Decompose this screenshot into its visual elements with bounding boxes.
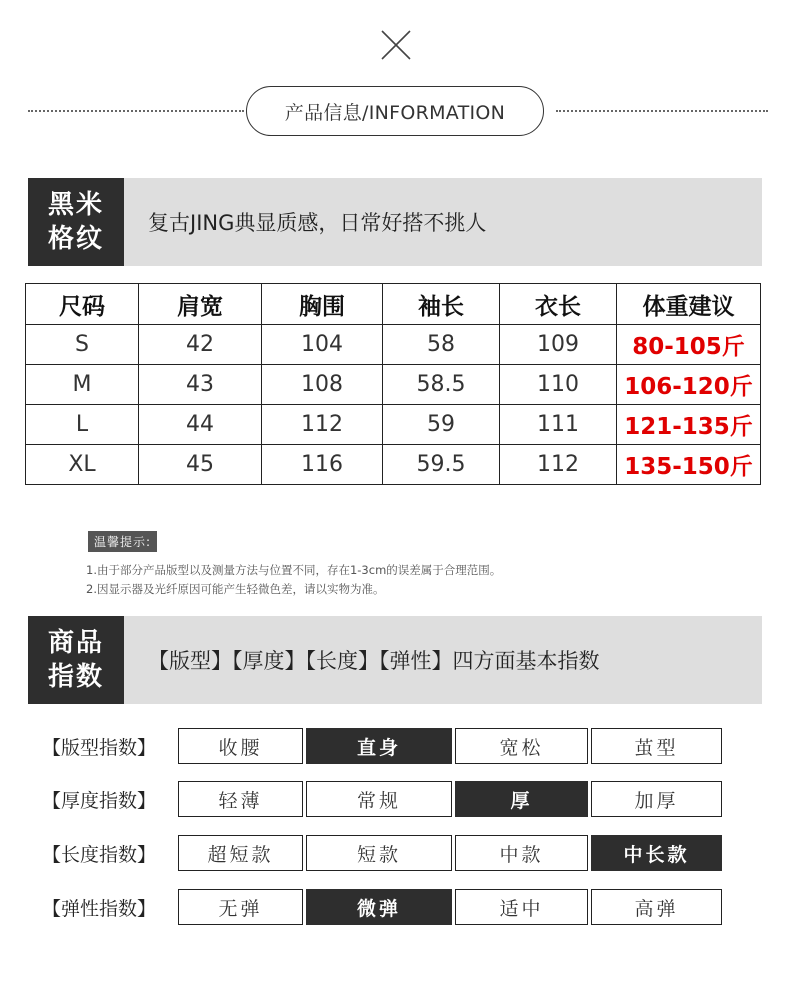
header-cell: 尺码 (26, 284, 139, 325)
chest-cell: 104 (262, 325, 383, 365)
info-title (246, 86, 544, 136)
index-option: 茧型 (591, 728, 722, 764)
weight-cell: 121-135斤 (617, 405, 761, 445)
shoulder-cell: 43 (139, 365, 262, 405)
sleeve-cell: 58.5 (383, 365, 500, 405)
length-index-row (42, 835, 722, 871)
index-option: 中款 (455, 835, 588, 871)
index-option: 短款 (306, 835, 452, 871)
table-row (26, 445, 761, 485)
index-option: 超短款 (178, 835, 303, 871)
tips-label: 温馨提示: (88, 531, 157, 552)
header-cell: 袖长 (383, 284, 500, 325)
header-cell: 胸围 (262, 284, 383, 325)
info-title-text: 产品信息/INFORMATION (284, 101, 506, 124)
weight-cell: 106-120斤 (617, 365, 761, 405)
product-banner (28, 178, 762, 266)
shoulder-cell: 45 (139, 445, 262, 485)
index-option: 轻薄 (178, 781, 303, 817)
index-option: 高弹 (591, 889, 722, 925)
fit-index-row (42, 728, 722, 764)
index-option: 加厚 (591, 781, 722, 817)
length-cell: 109 (500, 325, 617, 365)
tip-line-1: 1.由于部分产品版型以及测量方法与位置不同，存在1-3cm的误差属于合理范围。 (86, 563, 502, 577)
index-option: 无弹 (178, 889, 303, 925)
banner-tag (28, 178, 124, 266)
size-cell: L (26, 405, 139, 445)
index-banner (28, 616, 762, 704)
index-option: 厚 (455, 781, 588, 817)
table-row (26, 365, 761, 405)
close-icon (380, 29, 412, 61)
header-cell: 体重建议 (617, 284, 761, 325)
divider-right (556, 110, 768, 112)
banner-tag-line1: 商品 (47, 628, 104, 658)
index-option: 常规 (306, 781, 452, 817)
size-cell: M (26, 365, 139, 405)
index-label: 【长度指数】 (42, 843, 157, 866)
shoulder-cell: 44 (139, 405, 262, 445)
banner-tag-line2: 指数 (47, 662, 104, 692)
tip-line-2: 2.因显示器及光纤原因可能产生轻微色差，请以实物为准。 (86, 582, 385, 596)
table-row (26, 405, 761, 445)
sleeve-cell: 59 (383, 405, 500, 445)
divider-left (28, 110, 244, 112)
weight-cell: 80-105斤 (617, 325, 761, 365)
length-cell: 111 (500, 405, 617, 445)
chest-cell: 108 (262, 365, 383, 405)
index-option: 宽松 (455, 728, 588, 764)
size-table (25, 283, 761, 485)
index-label: 【弹性指数】 (42, 897, 157, 920)
banner-text: 复古JING典显质感，日常好搭不挑人 (148, 211, 487, 235)
index-option: 适中 (455, 889, 588, 925)
header-cell: 衣长 (500, 284, 617, 325)
header-cell: 肩宽 (139, 284, 262, 325)
banner-tag-line2: 格纹 (47, 224, 104, 254)
index-label: 【厚度指数】 (42, 789, 157, 812)
chest-cell: 112 (262, 405, 383, 445)
index-option: 微弹 (306, 889, 452, 925)
sleeve-cell: 58 (383, 325, 500, 365)
index-label: 【版型指数】 (42, 736, 157, 759)
size-table-header (26, 284, 761, 325)
sleeve-cell: 59.5 (383, 445, 500, 485)
size-cell: XL (26, 445, 139, 485)
chest-cell: 116 (262, 445, 383, 485)
banner-tag (28, 616, 124, 704)
index-option: 直身 (306, 728, 452, 764)
index-option: 中长款 (591, 835, 722, 871)
index-option: 收腰 (178, 728, 303, 764)
shoulder-cell: 42 (139, 325, 262, 365)
weight-cell: 135-150斤 (617, 445, 761, 485)
banner-text: 【版型】【厚度】【长度】【弹性】四方面基本指数 (148, 649, 600, 673)
banner-tag-line1: 黑米 (47, 190, 104, 220)
thickness-index-row (42, 781, 722, 817)
length-cell: 112 (500, 445, 617, 485)
elasticity-index-row (42, 889, 722, 925)
table-row (26, 325, 761, 365)
size-cell: S (26, 325, 139, 365)
length-cell: 110 (500, 365, 617, 405)
